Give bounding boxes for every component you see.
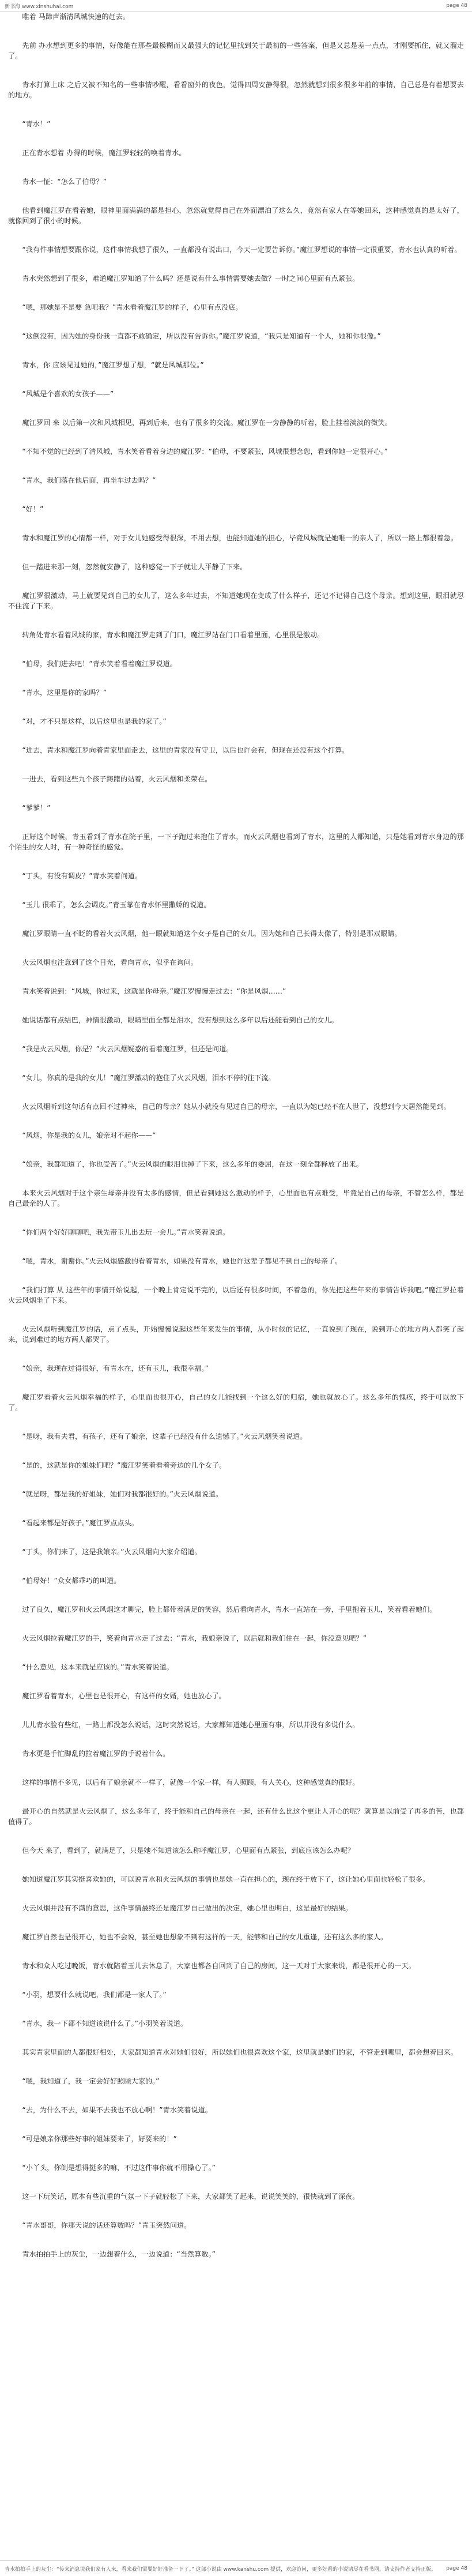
paragraph: 转角处青水看着风城的家，青水和魔江罗走到了门口，魔江罗站在门口看着里面，心里很是激动。 [22,631,324,639]
paragraph: 青水打算上床 之后又被不知名的一些事情吵醒，看看窗外的夜色，觉得四周安静得很，忽然就想到很多很多年前的事情，自己总是有着想要去的地方。 [8,81,464,99]
paragraph: “青水，我一下都不知道该说什么了。”小羽笑着说道。 [22,2020,188,2028]
page-footer [0,2560,472,2576]
novel-text [0,12,472,2561]
footer-page-number: page 48 [446,2566,467,2571]
paragraph: “这倒没有，因为她的身份我一直都不敢确定，所以没有告诉你。”魔江罗说道，“我只是知道有一个人，她和你很像。” [22,332,381,340]
paragraph: “娘亲，我都知道了，你也受苦了。”火云风烟的眼泪也掉了下来，这么多年的委屈，在这一刻全都释放了出来。 [22,1160,363,1168]
paragraph: 青水一怔：“怎么了伯母？” [22,178,107,186]
paragraph: 火云风烟并没有不满的意思，这件事情最终还是魔江罗自己做出的决定，她心里也明白，这是最好的结果。 [22,1904,353,1912]
paragraph: “看起来都是好孩子。”魔江罗点点头。 [22,1519,138,1527]
footer-text: 青水拍拍手上的灰尘：“传来消息说我们家有人来，看来我们需要好好准备一下了。” 这部小说由 www.kanshu.com 提供，欢迎访问，更多好看的小说请尽在看书网，请支持作者支持正版。 [5,2566,436,2573]
paragraph: 魔江罗自然也是很开心，她也不会说，甚至她也想象不到有这样的一天，能够和自己的女儿重逢，还有这么多的家人。 [22,1933,388,1941]
paragraph: 魔江罗眼睛一直不眨的看着火云风烟，他一眼就知道这个女子是自己的女儿，因为她和自己长得太像了，特别是那双眼睛。 [22,930,402,938]
paragraph: 火云风烟听到这句话有点回不过神来，自己的母亲？她从小就没有见过自己的母亲，一直以为她已经不在人世了，没想到今天居然能见到。 [22,1103,451,1111]
paragraph: “去，为什么不去，如果不去我也不放心啊！”青水笑着说道。 [22,2106,212,2114]
paragraph: 青水和魔江罗的心情都一样，对于女儿她感受得很深，不用去想，也能知道她的担心，毕竟风城就是她唯一的亲人了，所以一路上都很着急。 [22,534,458,542]
paragraph: “伯母好！”众女都乖巧的叫道。 [22,1577,121,1585]
paragraph: 青水拍拍手上的灰尘，一边想着什么，一边说道：“当然算数。” [22,2250,216,2258]
paragraph: “嗯，青水，谢谢你。”火云风烟感激的看着青水，如果没有青水，她也许这辈子都见不到自己的母亲了。 [22,1257,342,1265]
paragraph: “娘亲，我现在过得很好，有青水在，还有玉儿，我很幸福。” [22,1364,209,1372]
paragraph: “就是呀，都是我的好姐妹，她们对我都很好的。”火云风烟说道。 [22,1490,223,1498]
paragraph: “好！” [22,505,44,513]
paragraph: 火云风烟拉着魔江罗的手，笑着向青水走了过去：“青水，我娘亲说了，以后就和我们住在一起，你没意见吧？” [22,1634,367,1642]
paragraph: “进去，青水和魔江罗向着青家里面走去，这里的青家没有守卫，以后也许会有，但现在还没有这个打算。 [22,746,349,754]
paragraph: “我有件事情想要跟你说，这件事情我想了很久，一直都没有说出口，今天一定要告诉你。”魔江罗想说的事情一定很重要，青水也认真的听着。 [22,246,462,254]
paragraph: 一进去，看到这些九个孩子踌躇的站着，火云风烟和柔荣在。 [22,775,212,783]
paragraph: 本来火云风烟对于这个亲生母亲并没有太多的感情，但是看到她这么激动的样子，心里面也有点难受，毕竟是自己的母亲，不管怎么样，都是自己最亲的人了。 [8,1189,464,1208]
paragraph: “对，才不只是这样，以后这里也是我的家了。” [22,717,167,725]
paragraph: “丁头，你们来了，这是我娘亲。”火云风烟向大家介绍道。 [22,1548,202,1556]
site-name: 新书海 www.xinshuhai.com [5,3,74,10]
paragraph: 火云风烟也注意到了这个目光，看向青水，似乎在询问。 [22,958,198,967]
paragraph: “不知不觉的已经到了清风城，青水笑着看着身边的魔江罗：“伯母，不要紧张，风城很想念您，看到你她一定很开心。” [22,447,388,456]
paragraph: 青水，你 应该见过她的，”魔江罗想了想，“就是风城那位。” [22,361,204,369]
page-number: page 48 [446,3,467,9]
paragraph: 但今天 来了，看到了，就满足了，只是她不知道该怎么称呼魔江罗，心里面有点紧张，到底应该怎么办呢？ [22,1847,355,1855]
paragraph: 她知道魔江罗其实挺喜欢她的，可以说青水和火云风烟的事情也是她一直在担心的，现在终于放下了，这让她心里面也轻松了很多。 [22,1875,430,1883]
paragraph: 魔江罗看着火云风烟幸福的样子，心里面也很开心，自己的女儿能找到一个这么好的归宿，她也就放心了。这么多年的愧疚，终于可以放下了。 [8,1393,464,1412]
paragraph: “青水哥哥，你那天说的话还算数吗？”青玉突然问道。 [22,2221,191,2229]
paragraph: 先前 办水想到更多的事情，好像能在那些最模糊而又最强大的记忆里找到关于最初的一些答案，但是又总是差一点点，才刚要抓住，就又溜走了。 [8,42,464,60]
paragraph: 儿儿青水脸有些红，一路上都没怎么说话，这时突然说话，大家都知道她心里面有事，所以并没有多说什么。 [22,1721,360,1729]
paragraph: 正在青水想着 办得的时候，魔江罗轻轻的唤着青水。 [22,149,186,157]
paragraph: 魔江罗回 来 以后第一次和风城相见，再到后来，也有了很多的交流。魔江罗在一旁静静的听着，脸上挂着淡淡的微笑。 [22,419,392,427]
paragraph: “伯母，我们进去吧！”青水笑着看着魔江罗说道。 [22,660,177,668]
paragraph: 但一踏进来那一刻，忽然就安静了，这种感觉一下子就让人平静了下来。 [22,563,247,571]
paragraph: “玉儿 很乖了，怎么会调皮。”青玉靠在青水怀里撒娇的说道。 [22,901,211,909]
paragraph: 她说话都有点结巴，神情很激动，眼睛里面全都是泪水，没有想到这么多年以后还能看到自己的女儿。 [22,1016,338,1024]
paragraph: 青水和众人吃过晚饭，青水就陪着玉儿去休息了，大家也都各自回到了自己的房间，这一天对于大家来说，都是很开心的一天。 [22,1962,416,1970]
paragraph: “风城是个喜欢的女孩子——” [22,390,114,398]
paragraph: 魔江罗很激动，马上就要见到自己的女儿了，这么多年过去，不知道她现在变成了什么样子，还记不记得自己这个母亲。想到这里，眼泪就忍不住流了下来。 [8,592,464,610]
paragraph: “是呀，我有夫君，有孩子，还有了娘亲，这辈子已经没有什么遗憾了。”火云风烟笑着说道。 [22,1432,307,1441]
paragraph: 其实青家里面的人都很好相处，大家都知道青水对她们很好，所以她们也很喜欢这个家，这里就是她们的家，不管走到哪里，都会想着回来。 [22,2048,458,2056]
paragraph: 过了良久，魔江罗和火云风烟这才聊完，脸上都带着满足的笑容，然后看向青水，青水一直站在一旁，手里抱着玉儿，笑着看着她们。 [22,1605,437,1614]
paragraph: 最开心的自然就是火云风烟了，这么多年了，终于能和自己的母亲在一起，还有什么比这个更让人开心的呢？就算是以前受了再多的苦，也都值得了。 [8,1807,464,1826]
paragraph: 青水更是手忙脚乱的拉着魔江罗的手说着什么。 [22,1750,170,1758]
paragraph: “我是火云风烟，你是？”火云风烟疑惑的看着魔江罗，但还是问道。 [22,1045,233,1053]
paragraph: 青水笑着说到：“风城，你过来，这就是你母亲。”魔江罗慢慢走过去：“你是风烟……” [22,987,286,995]
paragraph: “可是娘亲你那些好事的姐妹要来了，好要来的！” [22,2135,177,2143]
paragraph: “什么意见，这本来就是应该的。”青水笑着说道。 [22,1663,173,1671]
paragraph: “我们打算 从 这些年的事情开始说起，一个晚上肯定说不完的，以后还有很多时间，不着急的，你先把这些年来的事情告诉我吧。”魔江罗拉着火云风烟坐了下来。 [8,1286,464,1304]
paragraph: 他看到魔江罗在看着她，眼神里面满满的都是担心，忽然就觉得自己在外面漂泊了这么久，竟然有家人在等她回来，这种感觉真的是太好了，就像回到了很小的时候。 [8,206,464,225]
paragraph: “爹爹！” [22,804,51,812]
paragraph: 火云风烟听到魔江罗的话，点了点头，开始慢慢说起这些年来发生的事情，从小时候的记忆，一直说到了现在，说到开心的地方两人都笑了起来，说到难过的地方两人都哭了。 [8,1325,464,1344]
paragraph: 青水突然想到了很多，难道魔江罗知道了什么吗？还是说有什么事情需要她去做？一时之间心里面有点紧张。 [22,274,360,283]
paragraph: “你们两个好好聊聊吧，我先带玉儿出去玩一会儿。”青水笑着说道。 [22,1228,230,1236]
paragraph: “嗯，那她是不是要 急吧我？”青水看着魔江罗的样子，心里有点没底。 [22,303,243,311]
paragraph: 唯着 马蹄声渐清风城快速的赶去。 [22,13,130,21]
paragraph: “青水，这里是你的家吗？” [22,689,107,697]
page-header [0,0,472,12]
paragraph: 正好这个时候，青玉看到了青水在院子里，一下子跑过来抱住了青水，而火云风烟也看到了青水，这里的人都知道，只是她看到青水身边的那个陌生的女人时，有一种奇怪的感觉。 [8,833,464,851]
paragraph: “丁头，有没有调皮？”青水笑着问道。 [22,872,142,880]
paragraph: 这一下玩笑话，原本有些沉重的气氛一下子就轻松了下来，大家都笑了起来，说说笑笑的，很快就到了深夜。 [22,2193,360,2201]
paragraph: “青水！” [22,120,51,128]
paragraph: “风烟，你是我的女儿，娘亲对不起你——” [22,1131,156,1140]
paragraph: 魔江罗看着青水，心里也是很开心，有这样的女婿，她也放心了。 [22,1692,226,1700]
paragraph: “女儿，你真的是我的女儿！”魔江罗激动的抱住了火云风烟，泪水不停的往下流。 [22,1074,275,1082]
paragraph: “青水，我们落在他后面，再坐车过去吗？” [22,476,156,484]
paragraph: “嗯，我知道了，我一定会好好照顾大家的。” [22,2077,160,2085]
paragraph: “是的，这就是你的姐妹们吧？”魔江罗笑着看着旁边的几个女子。 [22,1461,226,1469]
paragraph: “小丫头，你倒是想得挺多的嘛，不过这件事你就不用操心了。” [22,2164,216,2172]
paragraph: 这样的事情不多见，以后有了娘亲就不一样了，就像一个家一样，有人照顾，有人关心，这种感觉真的很好。 [22,1778,360,1787]
paragraph: “小羽，想要什么就说吧，我们都是一家人了。” [22,1991,167,1999]
